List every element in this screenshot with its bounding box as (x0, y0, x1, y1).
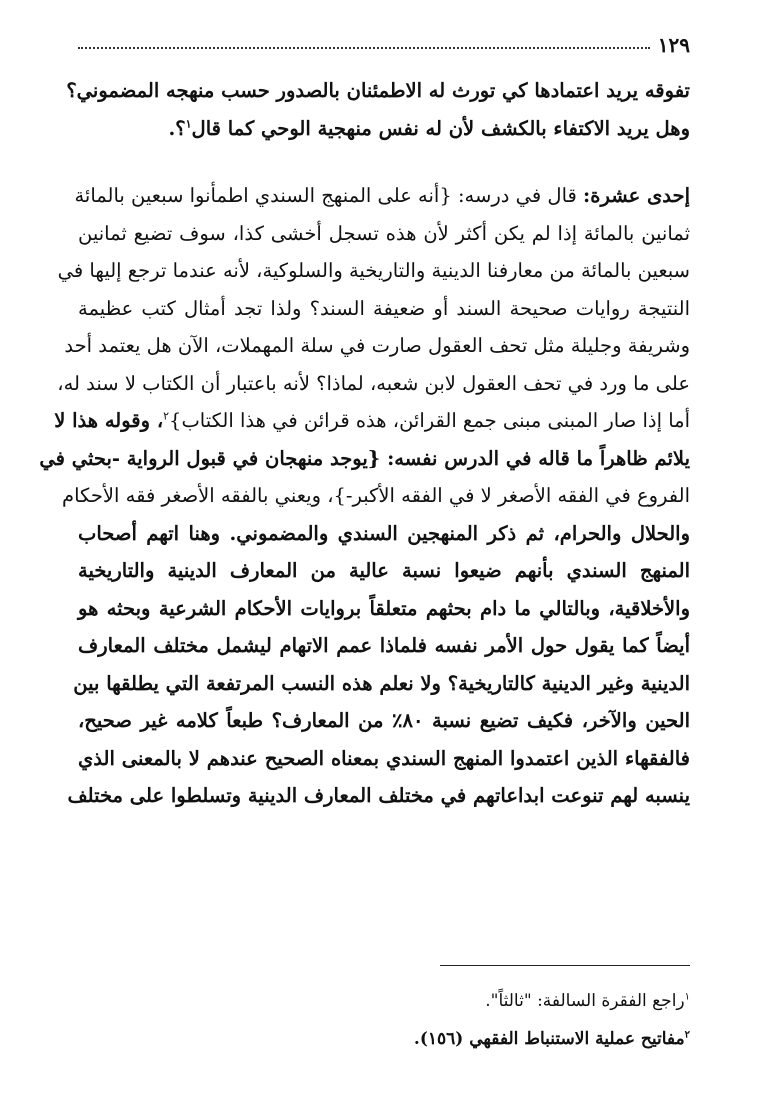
body-line: الفروع في الفقه الأصغر لا في الفقه الأكبر-}، ويعني بالفقه الأصغر فقه الأحكام (62, 484, 690, 507)
intro-line-end: ؟. (168, 116, 186, 140)
footnote-ref: ١ (185, 117, 192, 130)
body-line (74, 177, 690, 215)
footnote-1 (78, 982, 690, 1020)
footnote-text: راجع الفقرة السالفة: "ثالثاً". (485, 991, 685, 1011)
body-line: على ما ورد في تحف العقول لابن شعبه، لماذا؟ لأنه باعتبار أن الكتاب لا سند له، (57, 371, 690, 395)
body-line-text: قال في درسه: {أنه على المنهج السندي اطمأنوا سبعين بالمائة (74, 184, 577, 207)
header-dotted-rule (78, 47, 650, 49)
body-line: الحين والآخر، فكيف تضيع نسبة ٨٠٪ من المعارف؟ طبعاً كلامه غير صحيح، (78, 709, 691, 732)
footnotes (78, 982, 690, 1058)
body-line: النتيجة روايات صحيحة السند أو ضعيفة السند؟ ولذا تجد أمثال كتب عظيمة (78, 296, 690, 320)
body-paragraph (39, 177, 691, 815)
body-line: أيضاً كما يقول حول الأمر نفسه فلماذا عمم الاتهام ليشمل مختلف المعارف (78, 634, 690, 657)
page-header (78, 30, 690, 60)
intro-line-text: وهل يريد الاكتفاء بالكشف لأن له نفس منهجية الوحي كما قال (191, 116, 690, 140)
intro-line: تفوقه يريد اعتمادها كي تورث له الاطمئنان بالصدور حسب منهجه المضموني؟ (66, 79, 690, 102)
body-line: فالفقهاء الذين اعتمدوا المنهج السندي بمعناه الصحيح عندهم لا بالمعنى الذي (78, 746, 690, 770)
intro-paragraph (66, 72, 690, 147)
footnote-divider (440, 965, 690, 966)
body-line: ثمانين بالمائة إذا لم يكن أكثر لأن هذه تسجل أخشى كذا، سوف تضيع ثمانين (78, 221, 690, 245)
footnote-ref: ٢ (163, 409, 170, 423)
body-line: والحلال والحرام، ثم ذكر المنهجين السندي والمضموني. وهنا اتهم أصحاب (78, 521, 690, 545)
footnote-number: ٢ (684, 1029, 690, 1041)
intro-line (78, 110, 690, 148)
body-line-tail: ، وقوله هذا لا (54, 409, 164, 432)
section-heading: إحدى عشرة: (583, 184, 690, 207)
body-line: المنهج السندي بأنهم ضيعوا نسبة عالية من المعارف الدينية والتاريخية (78, 559, 690, 582)
footnote-2 (78, 1020, 690, 1058)
body-line (54, 402, 690, 440)
body-line: الدينية وغير الدينية كالتاريخية؟ ولا نعلم هذه النسب المرتفعة التي يطلقها بين (73, 671, 690, 695)
body-line: يلائم ظاهراً ما قاله في الدرس نفسه: {يوجد منهجان في قبول الرواية -بحثي في (39, 446, 690, 470)
page-number: ١٢٩ (657, 33, 690, 57)
body-line: ينسبه لهم تنوعت ابداعاتهم في مختلف المعارف الدينية وتسلطوا على مختلف (67, 784, 690, 807)
body-line-text: أما إذا صار المبنى مبنى جمع القرائن، هذه قرائن في هذا الكتاب} (169, 409, 690, 432)
body-line: سبعين بالمائة من معارفنا الدينية والتاريخية والسلوكية، لأنه عندما ترجع إليها في (57, 259, 690, 282)
footnote-number: ١ (684, 991, 690, 1003)
body-line: والأخلاقية، وبالتالي ما دام بحثهم متعلقاً بروايات الأحكام الشرعية وبحثه هو (78, 596, 690, 620)
body-line: وشريفة وجليلة مثل تحف العقول صارت في سلة المهملات، الآن هل يعتمد أحد (64, 334, 690, 357)
footnote-text: مفاتيح عملية الاستنباط الفقهي (١٥٦). (413, 1029, 685, 1049)
book-page (39, 30, 691, 1080)
